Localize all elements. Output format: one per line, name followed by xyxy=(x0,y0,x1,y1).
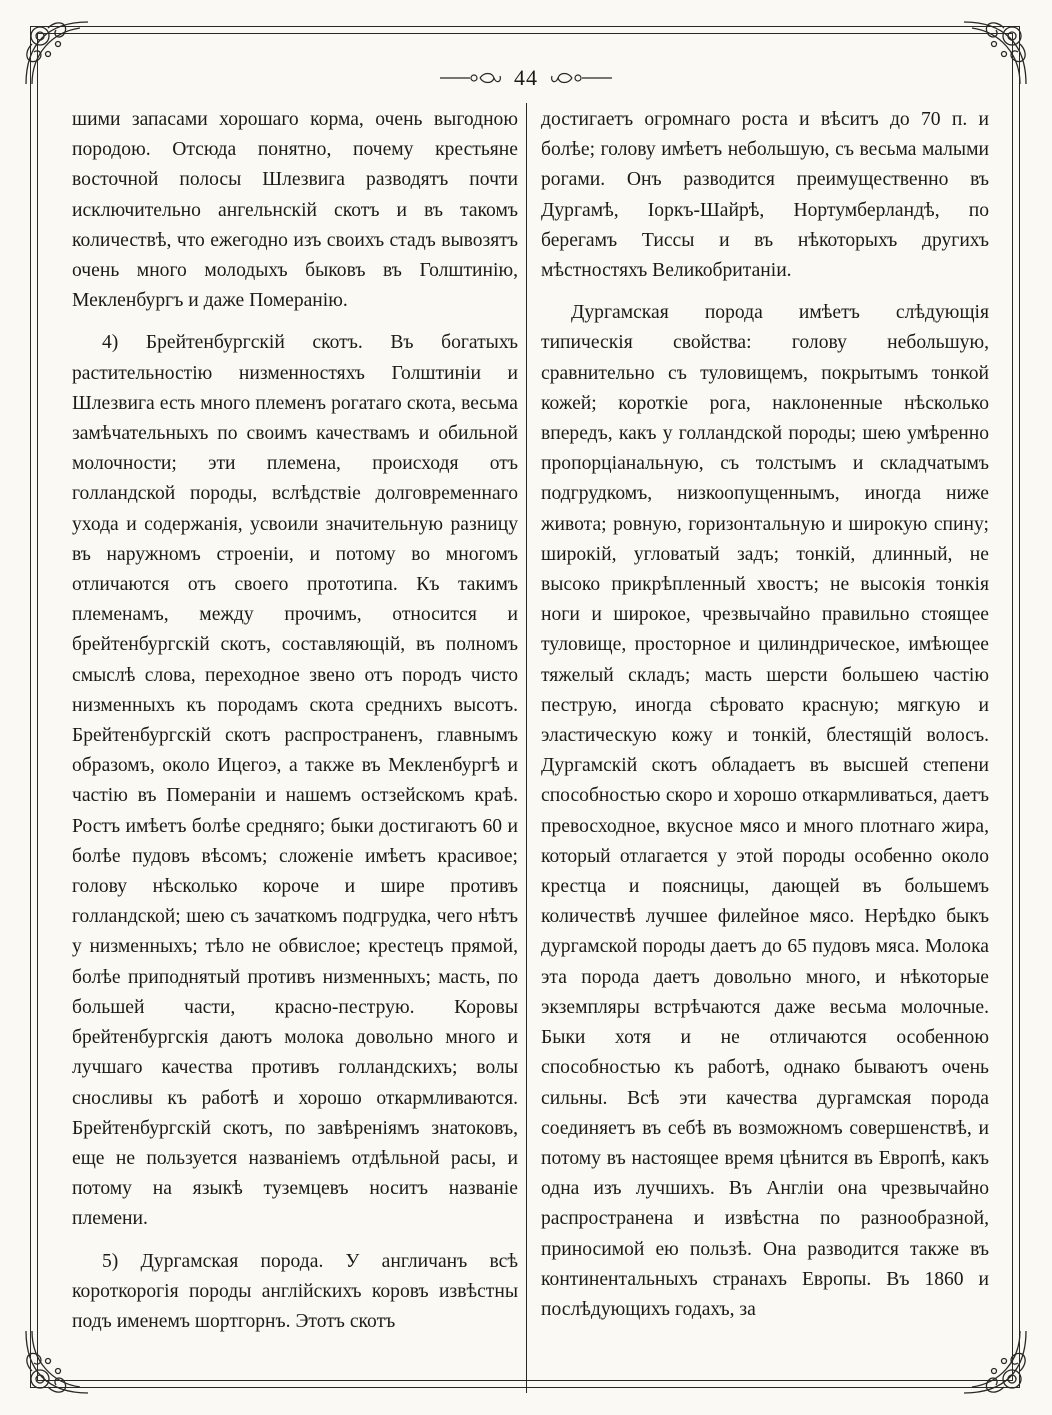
column-divider xyxy=(526,103,527,1393)
header-flourish-left-icon xyxy=(440,70,504,86)
left-column xyxy=(72,105,518,1337)
header-flourish-right-icon xyxy=(548,70,612,86)
page-header xyxy=(0,58,1052,98)
paragraph: достигаетъ огромнаго роста и вѣситъ до 70 п. и болѣе; голову имѣетъ небольшую, съ весьма малыми рогами. Онъ разводится преимущественно въ Дургамѣ, Іоркъ-Шайрѣ, Нортумберландѣ, по берегамъ Тиссы и въ нѣкоторыхъ другихъ мѣстностяхъ Великобританіи. xyxy=(541,109,989,282)
right-column xyxy=(541,105,989,1325)
paragraph: Дургамская порода имѣетъ слѣдующія типическія свойства: голову небольшую, сравнительно съ туловищемъ, покрытымъ тонкой кожей; короткіе рога, наклоненные нѣсколько впередъ, какъ у голландской породы; шею умѣренно пропорціанальную, съ толстымъ и складчатымъ подгрудкомъ, низкоопущеннымъ, иногда ниже живота; ровную, горизонтальную и широкую спину; широкій, угловатый задъ; тонкій, длинный, не высоко прикрѣпленный хвостъ; не высокія тонкія ноги и широкое, чрезвычайно правильно стоящее туловище, просторное и цилиндрическое, имѣющее тяжелый складъ; масть шерсти большею частію пеструю, иногда сѣровато красную; мягкую и эластическую кожу и тонкій, блестящій волосъ. Дургамскій скотъ обладаетъ въ высшей степени способностью скоро и хорошо откармливаться, даетъ превосходное, вкусное мясо и много плотнаго жира, который отлагается у этой породы особенно около крестца и поясницы, дающей въ большемъ количествѣ лучшее филейное мясо. Нерѣдко быкъ дургамской породы даетъ до 65 пудовъ мяса. Молока эта порода даетъ довольно много, и нѣкоторые экземпляры встрѣчаются даже весьма молочные. Быки хотя и не отличаются особенною способностью къ работѣ, однако бываютъ очень сильны. Всѣ эти качества дургамская порода соединяетъ въ себѣ въ возможномъ совершенствѣ, и потому въ настоящее время цѣнится въ Европѣ, какъ одна изъ лучшихъ. Въ Англіи она чрезвычайно распространена и извѣстна по разнообразной, приносимой ею пользѣ. Она разводится также въ континентальныхъ странахъ Европы. Въ 1860 и послѣдующихъ годахъ, за xyxy=(541,302,989,1320)
page-number: 44 xyxy=(514,65,538,90)
corner-ornament-icon xyxy=(956,1323,1034,1401)
paragraph: 4) Брейтенбургскій скотъ. Въ богатыхъ растительностію низменностяхъ Голштиніи и Шлезвига есть много племенъ рогатаго скота, весьма замѣчательныхъ по своимъ качествамъ и обильной молочности; эти племена, происходя отъ голландской породы, вслѣдствіе долговременнаго ухода и содержанія, усвоили значительную разницу въ наружномъ строеніи, и потому во многомъ отличаются отъ своего прототипа. Къ такимъ племенамъ, между прочимъ, относится и брейтенбургскій скотъ, составляющій, въ полномъ смыслѣ слова, переходное звено отъ породъ чисто низменныхъ къ породамъ скота среднихъ высотъ. Брейтенбургскій скотъ распространенъ, главнымъ образомъ, около Ицегоэ, а также въ Мекленбургѣ и частію въ Помераніи и нашемъ остзейскомъ краѣ. Ростъ имѣетъ болѣе средняго; быки достигаютъ 60 и болѣе пудовъ вѣсомъ; сложеніе имѣетъ красивое; голову нѣсколько короче и шире противъ голландской; шею съ зачаткомъ подгрудка, чего нѣтъ у низменныхъ; тѣло не обвислое; крестецъ прямой, болѣе приподнятый противъ низменныхъ; масть, по большей части, красно-пеструю. Коровы брейтенбургскія даютъ молока довольно много и лучшаго качества противъ голландскихъ; волы сносливы къ работѣ и хорошо откармливаются. Брейтенбургскій скотъ, по завѣреніямъ знатоковъ, еще не пользуется названіемъ отдѣльной расы, и потому на языкѣ туземцевъ носитъ названіе племени. xyxy=(72,332,518,1230)
paragraph: 5) Дургамская порода. У англичанъ всѣ короткорогія породы англійскихъ коровъ извѣстны подъ именемъ шортгорнъ. Этотъ скотъ xyxy=(72,1250,518,1332)
paragraph: шими запасами хорошаго корма, очень выгодною породою. Отсюда понятно, почему крестьяне восточной полосы Шлезвига разводятъ почти исключительно ангельнскій скотъ и въ такомъ количествѣ, что ежегодно изъ своихъ стадъ вывозятъ очень много молодыхъ быковъ въ Голштинію, Мекленбургъ и даже Померанію. xyxy=(72,109,518,312)
